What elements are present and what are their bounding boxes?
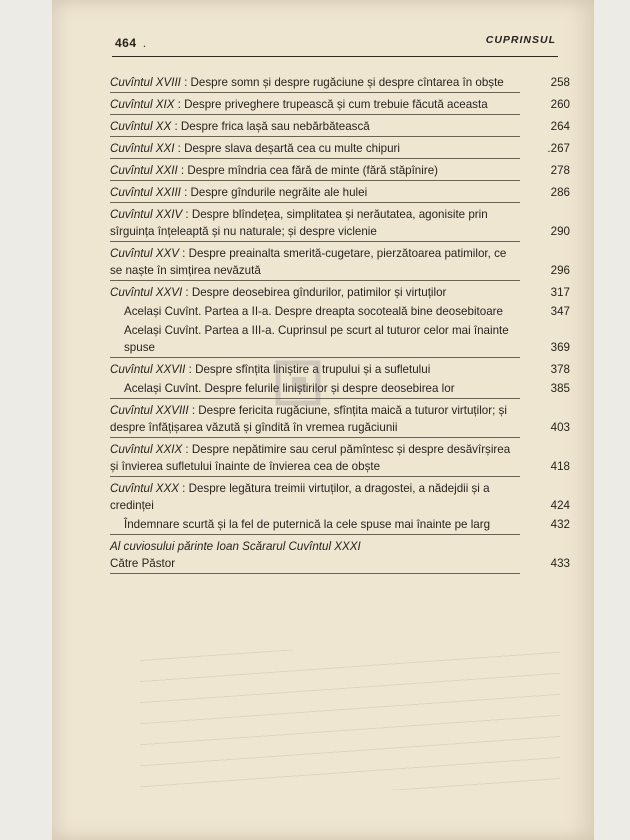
toc-entry-text [110, 140, 515, 157]
page-header [70, 18, 570, 58]
toc-page-number: 278 [550, 164, 570, 177]
toc-entry-title: Cuvîntul XXI [110, 142, 175, 155]
entry-separator-rule [110, 180, 520, 181]
toc-entry [110, 118, 570, 135]
toc-entry-description: : Despre nepătimire sau cerul pămîntesc și despre desăvîrșirea și învierea sufletului înainte de învierea cea de obște [110, 443, 511, 473]
entry-separator-rule [110, 476, 520, 477]
toc-entry-text [110, 118, 515, 135]
toc-entry-text [110, 480, 515, 514]
toc-entry [110, 140, 570, 157]
entry-separator-rule [110, 158, 520, 159]
toc-entry-title: Cuvîntul XVIII [110, 76, 181, 89]
entry-separator-rule [110, 136, 520, 137]
toc-page-number: 433 [550, 557, 570, 570]
toc-page-number: 290 [550, 225, 570, 238]
toc-page-number: 418 [550, 460, 570, 473]
toc-entry-description: : Despre gîndurile negrăite ale hulei [180, 186, 368, 199]
toc-page-number: 369 [550, 341, 570, 354]
toc-entry-description: : Despre frica lașă sau nebărbătească [171, 120, 370, 133]
table-of-contents [110, 74, 570, 577]
toc-entry-description: : Despre legătura treimii virtuților, a dragostei, a nădejdii și a credinței [110, 482, 490, 512]
toc-entry [110, 480, 570, 514]
toc-entry [110, 516, 570, 533]
entry-separator-rule [110, 92, 520, 93]
toc-page-number: .267 [547, 142, 570, 155]
watermark-logo [270, 355, 400, 445]
toc-entry-description: Același Cuvînt. Partea a III-a. Cuprinsul pe scurt al tuturor celor mai înainte spuse [124, 324, 509, 354]
toc-entry-text [110, 245, 515, 279]
toc-entry-title: Cuvîntul XXII [110, 164, 178, 177]
toc-entry-text [110, 184, 515, 201]
toc-entry-description: : Despre fericita rugăciune, sfînțita maică a tuturor virtuților; și despre înfățișarea văzută și gîndită în vremea rugăciunii [110, 404, 507, 434]
toc-entry-text [110, 96, 515, 113]
toc-entry-text [110, 162, 515, 179]
entry-separator-rule [110, 280, 520, 281]
toc-entry-text [110, 303, 529, 320]
toc-page-number: 264 [550, 120, 570, 133]
entry-separator-rule [110, 573, 520, 574]
toc-entry [110, 184, 570, 201]
toc-entry-description: : Despre blîndețea, simplitatea și nerăutatea, agonisite prin sîrguința înțeleaptă și nu naturale; și despre viclenie [110, 208, 488, 238]
toc-entry-description: Același Cuvînt. Despre felurile liniștirilor și despre deosebirea lor [124, 382, 455, 395]
show-through-text [140, 650, 560, 790]
toc-entry-text [110, 284, 515, 301]
toc-entry-text [110, 441, 515, 475]
toc-entry [110, 206, 570, 240]
toc-entry-description: : Despre priveghere trupească și cum trebuie făcută aceasta [174, 98, 488, 111]
toc-entry-description: Către Păstor [110, 557, 176, 570]
toc-page-number: 258 [550, 76, 570, 89]
toc-entry-title: Cuvîntul XXVIII [110, 404, 189, 417]
toc-entry [110, 322, 570, 356]
running-head: CUPRINSUL [485, 34, 556, 46]
toc-entry-description: Același Cuvînt. Partea a II-a. Despre dreapta socoteală bine deosebitoare [124, 305, 503, 318]
toc-entry [110, 441, 570, 475]
toc-page-number: 286 [550, 186, 570, 199]
page-number: 464 [115, 36, 137, 50]
toc-page-number: 347 [550, 305, 570, 318]
toc-entry-title: Cuvîntul XXIII [110, 186, 181, 199]
toc-entry-title: Cuvîntul XXIV [110, 208, 183, 221]
toc-entry-text [110, 322, 529, 356]
toc-entry [110, 74, 570, 91]
toc-entry [110, 162, 570, 179]
toc-entry-description: : Despre somn și despre rugăciune și despre cîntarea în obște [180, 76, 504, 89]
toc-entry-title: Cuvîntul XXVII [110, 363, 186, 376]
toc-entry-description: : Despre mîndria cea fără de minte (fără stăpînire) [177, 164, 438, 177]
toc-entry-title: Cuvîntul XX [110, 120, 172, 133]
toc-entry-title: Cuvîntul XIX [110, 98, 175, 111]
toc-entry-description: Îndemnare scurtă și la fel de puternică la cele spuse mai înainte pe larg [124, 518, 491, 531]
toc-entry-text [110, 538, 515, 572]
toc-entry-title: Cuvîntul XXVI [110, 286, 183, 299]
toc-entry-title: Al cuviosului părinte Ioan Scărarul Cuvîntul XXXI [110, 540, 361, 553]
toc-entry [110, 303, 570, 320]
toc-page-number: 403 [550, 421, 570, 434]
toc-entry-description: : Despre sfînțita liniștire a trupului și a sufletului [185, 363, 431, 376]
toc-page-number: 432 [550, 518, 570, 531]
toc-entry-description: : Despre slava deșartă cea cu multe chipuri [174, 142, 400, 155]
toc-page-number: 296 [550, 264, 570, 277]
entry-separator-rule [110, 534, 520, 535]
toc-entry-title: Cuvîntul XXV [110, 247, 179, 260]
toc-entry [110, 96, 570, 113]
toc-entry-title: Cuvîntul XXX [110, 482, 179, 495]
toc-entry [110, 284, 570, 301]
toc-entry-text [110, 516, 529, 533]
toc-entry [110, 538, 570, 572]
toc-entry [110, 245, 570, 279]
toc-page-number: 378 [550, 363, 570, 376]
toc-page-number: 317 [550, 286, 570, 299]
toc-entry-title: Cuvîntul XXIX [110, 443, 183, 456]
header-rule [112, 56, 558, 57]
entry-separator-rule [110, 202, 520, 203]
toc-page-number: 260 [550, 98, 570, 111]
toc-entry-description: : Despre preainalta smerită-cugetare, pierzătoarea patimilor, ce se naște în simțirea nevăzută [110, 247, 507, 277]
page-number-dot: . [143, 36, 146, 50]
toc-entry-text [110, 206, 515, 240]
entry-separator-rule [110, 241, 520, 242]
toc-entry-description: : Despre deosebirea gîndurilor, patimilor și virtuților [182, 286, 447, 299]
toc-entry-text [110, 74, 515, 91]
toc-page-number: 424 [550, 499, 570, 512]
entry-separator-rule [110, 114, 520, 115]
toc-page-number: 385 [550, 382, 570, 395]
